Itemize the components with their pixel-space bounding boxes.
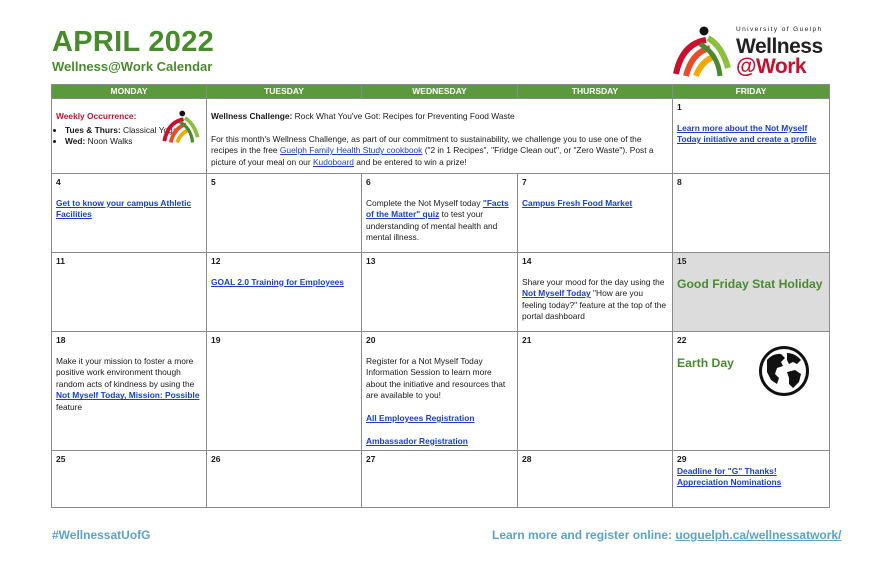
goal-training-link[interactable]: GOAL 2.0 Training for Employees <box>211 276 344 287</box>
calendar-table <box>51 84 830 508</box>
g-thanks-nominations-link[interactable]: Deadline for "G" Thanks! Appreciation Nominations <box>677 465 782 488</box>
day-number: 28 <box>522 454 532 465</box>
day-number: 25 <box>56 454 66 465</box>
all-employees-registration-link[interactable]: All Employees Registration <box>366 412 475 423</box>
wellness-challenge-cell <box>207 99 673 174</box>
day-number: 7 <box>522 177 527 187</box>
globe-icon <box>757 344 811 398</box>
day-cell <box>673 174 830 253</box>
week-row <box>52 253 830 332</box>
earth-day-label: Earth Day <box>677 355 734 370</box>
day-number: 6 <box>366 177 371 187</box>
weekday-header: THURSDAY <box>518 85 673 99</box>
day-number: 1 <box>677 102 682 112</box>
week-row <box>52 174 830 253</box>
day-number: 26 <box>211 454 221 465</box>
mission-possible-link[interactable]: Not Myself Today, Mission: Possible <box>56 390 200 401</box>
day-cell: 18 Make it your mission to foster a more positive work environment though random acts of kindness by using the Not Myself Today, Mission: Possible feature <box>52 332 207 451</box>
week-row <box>52 99 830 174</box>
day-cell <box>518 451 673 508</box>
day-cell <box>518 332 673 451</box>
day-number: 18 <box>56 335 66 345</box>
challenge-heading: Wellness Challenge: Rock What You've Got: Recipes for Preventing Food Waste <box>211 111 515 121</box>
logo-wellness: Wellness <box>736 35 823 58</box>
day-cell <box>673 332 830 451</box>
day-cell <box>518 174 673 253</box>
fresh-food-market-link[interactable]: Campus Fresh Food Market <box>522 197 633 208</box>
day-number: 15 <box>677 256 687 266</box>
holiday-label: Good Friday Stat Holiday <box>677 276 823 291</box>
holiday-cell <box>673 253 830 332</box>
weekday-header: TUESDAY <box>207 85 362 99</box>
week-row <box>52 451 830 508</box>
footer-hashtag: #WellnessatUofG <box>52 528 151 542</box>
day-number: 20 <box>366 335 376 345</box>
not-myself-today-profile-link[interactable]: Learn more about the Not Myself Today initiative and create a profile <box>677 122 817 145</box>
day-cell <box>207 332 362 451</box>
not-myself-today-link[interactable]: Not Myself Today <box>522 288 591 299</box>
day-cell <box>52 451 207 508</box>
day-cell <box>673 451 830 508</box>
list-item: • Tues & Thurs: Classical Yoga <box>65 125 202 137</box>
day-number: 14 <box>522 256 532 266</box>
day-cell: 6 Complete the Not Myself today "Facts of the Matter" quiz to test your understanding of mental health and mental illness. <box>362 174 518 253</box>
page-title: APRIL 2022 <box>52 26 215 58</box>
page-subtitle: Wellness@Work Calendar <box>52 59 213 74</box>
day-number: 5 <box>211 177 216 187</box>
wellness-logo-icon <box>672 24 732 80</box>
challenge-description: For this month's Wellness Challenge, as part of our commitment to sustainability, we challenge you to use one of the recipes in the free Guelph Family Health Study cookbook ("2 in 1 Recipes", "Fridge Clean out", or "Zero Waste"). Post a picture of your meal on our Kudoboard and be entered to win a prize! <box>211 133 654 167</box>
day-cell: 14 Share your mood for the day using the Not Myself Today "How are you feeling today?" feature at the top of the portal dashboard <box>518 253 673 332</box>
day-number: 12 <box>211 256 221 266</box>
cookbook-link[interactable]: Guelph Family Health Study cookbook <box>279 145 423 156</box>
day-cell <box>207 253 362 332</box>
week-row <box>52 332 830 451</box>
day-number: 27 <box>366 454 376 465</box>
day-number: 11 <box>56 256 65 266</box>
athletic-facilities-link[interactable]: Get to know your campus Athletic Facilities <box>56 197 192 220</box>
footer-register: Learn more and register online: uoguelph.ca/wellnessatwork/ <box>492 528 842 542</box>
register-url-link[interactable]: uoguelph.ca/wellnessatwork/ <box>675 528 842 542</box>
weekday-header-row <box>52 85 830 99</box>
weekday-header: WEDNESDAY <box>362 85 518 99</box>
day-cell <box>207 174 362 253</box>
day-cell: 20 Register for a Not Myself Today Information Session to learn more about the initiative and resources that are available to you! All Employees Registration Ambassador Registration <box>362 332 518 451</box>
day-number: 22 <box>677 335 687 345</box>
weekly-occurrence-cell <box>52 99 207 174</box>
logo-atwork: @Work <box>736 55 807 78</box>
day-number: 21 <box>522 335 532 345</box>
day-number: 4 <box>56 177 61 187</box>
facts-quiz-link[interactable]: "Facts of the Matter" quiz <box>366 197 509 220</box>
list-item: • Wed: Noon Walks <box>65 136 202 148</box>
day-cell <box>52 253 207 332</box>
day-cell <box>52 174 207 253</box>
wellness-logo-icon <box>161 109 201 145</box>
ambassador-registration-link[interactable]: Ambassador Registration <box>366 435 468 446</box>
day-cell <box>207 451 362 508</box>
logo-university: University of Guelph <box>736 26 823 33</box>
day-number: 29 <box>677 454 687 465</box>
day-number: 13 <box>366 256 376 266</box>
weekday-header: FRIDAY <box>673 85 830 99</box>
weekly-occurrence-title: Weekly Occurrence: <box>56 111 137 121</box>
day-number: 19 <box>211 335 221 345</box>
day-cell <box>673 99 830 174</box>
kudoboard-link[interactable]: Kudoboard <box>312 156 354 167</box>
weekday-header: MONDAY <box>52 85 207 99</box>
day-cell <box>362 253 518 332</box>
wellness-logo <box>672 24 832 80</box>
day-number: 8 <box>677 177 682 187</box>
day-cell <box>362 451 518 508</box>
